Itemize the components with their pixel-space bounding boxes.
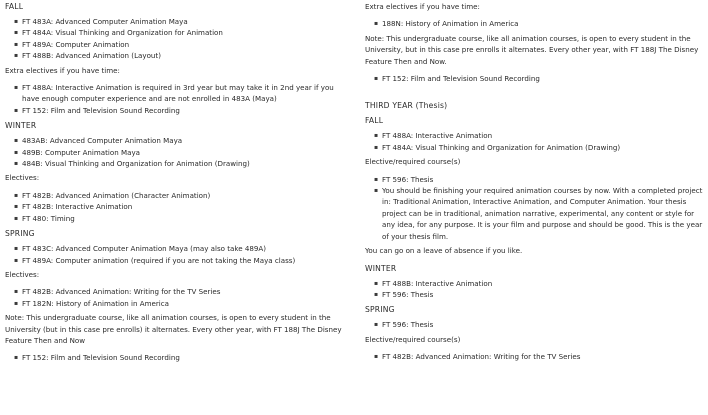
spring-course-list (365, 319, 705, 330)
list-item: ▪ FT 480: Timing (5, 213, 353, 224)
list-item: ▪ FT 482B: Interactive Animation (5, 201, 353, 212)
elective-required-label: Elective/required course(s) (365, 157, 461, 167)
extra-electives-list (5, 82, 353, 116)
list-item: ▪ FT 484A: Visual Thinking and Organization for Animation (5, 27, 353, 38)
list-item: ▪ FT 182N: History of Animation in America (5, 298, 353, 309)
winter-course-list (5, 135, 353, 169)
fall-required-list (365, 174, 705, 242)
list-item: ▪ FT 596: Thesis (365, 289, 705, 300)
list-item: ▪ You should be finishing your required animation courses by now. With a completed project in: Traditional Animation, Interactive Animation, and Computer Animation. Your thesis project can be in traditional, animation narrative, experimental, any content or style for any idea, for any purpose. It is your film and purpose and should be good. This is the year of your thesis film. (365, 185, 705, 242)
left-column (5, 0, 353, 366)
leave-note: You can go on a leave of absence if you like. (365, 246, 523, 256)
spring-elective-list (365, 351, 705, 362)
winter-electives-list (5, 190, 353, 224)
spring-electives-list (5, 286, 353, 309)
list-item: ▪ FT 488A: Interactive Animation (365, 130, 705, 141)
list-item: ▪ FT 482B: Advanced Animation: Writing for the TV Series (365, 351, 705, 362)
spring-heading: SPRING (5, 229, 35, 239)
fall-heading: FALL (365, 116, 384, 126)
list-item: ▪ FT 482B: Advanced Animation (Character Animation) (5, 190, 353, 201)
winter-course-list (365, 278, 705, 301)
extra-electives-label: Extra electives if you have time: (5, 65, 120, 75)
spring-course-list (5, 243, 353, 266)
note-paragraph: Note: This undergraduate course, like all animation courses, is open to every student in the University, but in this case pre enrolls it alternates. Every other year, with FT 188J The Disney Feature Then and Now. (365, 33, 699, 66)
list-item: ▪ FT 489A: Computer animation (required if you are not taking the Maya class) (5, 255, 353, 266)
third-year-heading: THIRD YEAR (Thesis) (365, 101, 448, 111)
list-item: ▪ 188N: History of Animation in America (365, 18, 705, 29)
list-item: ▪ FT 596: Thesis (365, 319, 705, 330)
list-item: ▪ 483AB: Advanced Computer Animation Maya (5, 135, 353, 146)
spring-heading: SPRING (365, 305, 395, 315)
winter-heading: WINTER (5, 121, 37, 131)
list-item: ▪ FT 489A: Computer Animation (5, 39, 353, 50)
note-paragraph: Note: This undergraduate course, like all animation courses, is open to every student in the University (but in this case pre enrolls) it alternates. Every other year, with FT 188J The Disney Feature Then and Now (5, 313, 342, 345)
electives-label: Electives: (5, 173, 40, 183)
fall-course-list (5, 16, 353, 62)
list-item: ▪ FT 482B: Advanced Animation: Writing for the TV Series (5, 286, 353, 297)
extra-electives-label: Extra electives if you have time: (365, 2, 480, 11)
list-item: ▪ 484B: Visual Thinking and Organization for Animation (Drawing) (5, 158, 353, 169)
list-item: ▪ FT 488B: Interactive Animation (365, 278, 705, 289)
right-column (365, 0, 705, 365)
list-item: ▪ FT 152: Film and Television Sound Recording (365, 73, 705, 84)
spring-elective-label: Elective/required course(s) (365, 334, 461, 344)
list-item: ▪ FT 483C: Advanced Computer Animation Maya (may also take 489A) (5, 243, 353, 254)
list-item: ▪ FT 483A: Advanced Computer Animation Maya (5, 16, 353, 27)
extra-electives-list (365, 18, 705, 29)
final-course-list (5, 352, 353, 363)
list-item: ▪ FT 484A: Visual Thinking and Organization for Animation (Drawing) (365, 142, 705, 153)
list-item: ▪ FT 152: Film and Television Sound Recording (5, 352, 353, 363)
list-item: ▪ FT 596: Thesis (365, 174, 705, 185)
note-course-list (365, 73, 705, 84)
list-item: ▪ FT 488B: Advanced Animation (Layout) (5, 50, 353, 61)
fall-heading: FALL (5, 2, 24, 11)
fall-course-list (365, 130, 705, 153)
spring-electives-label: Electives: (5, 269, 40, 279)
list-item: ▪ 489B: Computer Animation Maya (5, 147, 353, 158)
winter-heading: WINTER (365, 263, 397, 273)
list-item: ▪ FT 152: Film and Television Sound Recording (5, 105, 353, 116)
list-item: ▪ FT 488A: Interactive Animation is required in 3rd year but may take it in 2nd year if you have enough computer experience and are not enrolled in 483A (Maya) (5, 82, 353, 105)
